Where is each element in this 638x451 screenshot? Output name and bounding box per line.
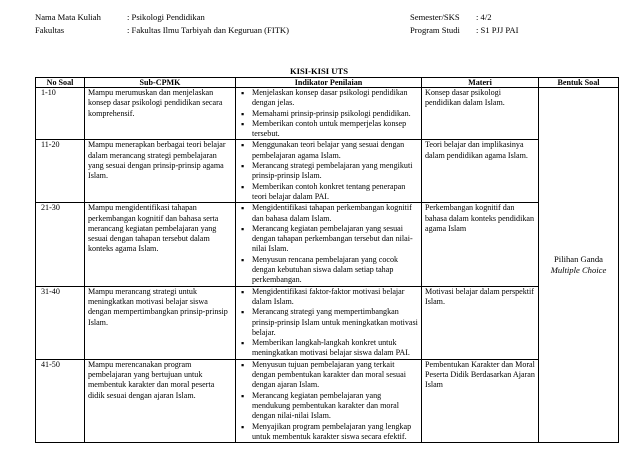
cell-sub-cpmk: Mampu merancang strategi untuk meningkatkan motivasi belajar siswa dengan mempertimbangkan prinsip-prinsip Islam.: [85, 286, 236, 359]
indikator-item: ▪ Merancang strategi pembelajaran yang mengikuti prinsip-prinsip Islam.: [252, 161, 418, 182]
indikator-item: ▪ Memberikan contoh konkret tentang penerapan teori belajar dalam PAI.: [252, 182, 418, 203]
value-fakultas: : Fakultas Ilmu Tarbiyah dan Keguruan (FITK): [127, 25, 290, 35]
indikator-item: ▪ Mengidentifikasi faktor-faktor motivasi belajar dalam Islam.: [252, 287, 418, 308]
table-header-row: [36, 78, 619, 88]
indikator-item: ▪ Menjelaskan konsep dasar psikologi pendidikan dengan jelas.: [252, 88, 418, 109]
indikator-item: ▪ Memberikan langkah-langkah konkret untuk meningkatkan motivasi belajar siswa dalam PAI.: [252, 338, 418, 359]
kisi-kisi-table: [35, 77, 619, 443]
indikator-item: ▪ Mengidentifikasi tahapan perkembangan kognitif dan bahasa dalam Islam.: [252, 203, 418, 224]
table-row: [36, 286, 619, 359]
table-row: [36, 203, 619, 286]
cell-sub-cpmk: Mampu merumuskan dan menjelaskan konsep dasar psikologi pendidikan secara komprehensif.: [85, 88, 236, 140]
cell-indikator: [236, 140, 422, 203]
column-header: Indikator Penilaian: [236, 78, 422, 88]
cell-sub-cpmk: Mampu mengidentifikasi tahapan perkembangan kognitif dan bahasa serta merancang kegiatan pembelajaran yang sesuai dengan tahapan tersebut dalam konteks agama Islam.: [85, 203, 236, 286]
indikator-item: ▪ Merancang kegiatan pembelajaran yang sesuai dengan tahapan perkembangan tersebut dan nilai-nilai Islam.: [252, 224, 418, 255]
cell-materi: Pembentukan Karakter dan Moral Peserta Didik Berdasarkan Ajaran Islam: [422, 359, 539, 442]
cell-bentuk-soal: [539, 88, 619, 443]
indikator-item: ▪ Merancang strategi yang mempertimbangkan prinsip-prinsip Islam untuk meningkatkan motivasi belajar.: [252, 307, 418, 338]
table-row: [36, 359, 619, 442]
cell-indikator: [236, 203, 422, 286]
bentuk-soal-text-english: Multiple Choice: [550, 265, 607, 276]
table-row: [36, 140, 619, 203]
value-nama-mata-kuliah: : Psikologi Pendidikan: [127, 12, 205, 22]
label-program-studi: Program Studi: [410, 25, 460, 35]
cell-indikator: [236, 88, 422, 140]
cell-materi: Teori belajar dan implikasinya dalam pendidikan agama Islam.: [422, 140, 539, 203]
column-header: Materi: [422, 78, 539, 88]
table-row: [36, 88, 619, 140]
column-header: No Soal: [36, 78, 85, 88]
indikator-item: ▪ Memberikan contoh untuk memperjelas konsep tersebut.: [252, 119, 418, 140]
cell-materi: Konsep dasar psikologi pendidikan dalam Islam.: [422, 88, 539, 140]
cell-no-soal: 41-50: [36, 359, 85, 442]
page-title: KISI-KISI UTS: [289, 66, 349, 76]
indikator-item: ▪ Merancang kegiatan pembelajaran yang mendukung pembentukan karakter dan moral dengan nilai-nilai Islam.: [252, 391, 418, 422]
indikator-item: ▪ Menyusun tujuan pembelajaran yang terkait dengan pembentukan karakter dan moral sesuai dengan ajaran Islam.: [252, 360, 418, 391]
indikator-item: ▪ Menggunakan teori belajar yang sesuai dengan pembelajaran agama Islam.: [252, 140, 418, 161]
value-program-studi: : S1 PJJ PAI: [476, 25, 519, 35]
cell-indikator: [236, 286, 422, 359]
column-header: Bentuk Soal: [539, 78, 619, 88]
cell-no-soal: 1-10: [36, 88, 85, 140]
value-semester-sks: : 4/2: [476, 12, 492, 22]
cell-no-soal: 31-40: [36, 286, 85, 359]
label-nama-mata-kuliah: Nama Mata Kuliah: [35, 12, 101, 22]
cell-sub-cpmk: Mampu merencanakan program pembelajaran yang bertujuan untuk membentuk karakter dan moral peserta didik sesuai dengan ajaran Islam.: [85, 359, 236, 442]
bentuk-soal-text: Pilihan Ganda: [554, 254, 603, 265]
column-header: Sub-CPMK: [85, 78, 236, 88]
indikator-item: ▪ Memahami prinsip-prinsip psikologi pendidikan.: [252, 109, 418, 119]
cell-indikator: [236, 359, 422, 442]
indikator-item: ▪ Menyajikan program pembelajaran yang lengkap untuk membentuk karakter siswa secara efektif.: [252, 422, 418, 443]
cell-sub-cpmk: Mampu menerapkan berbagai teori belajar dalam merancang strategi pembelajaran yang sesuai dengan prinsip-prinsip agama Islam.: [85, 140, 236, 203]
label-semester-sks: Semester/SKS: [410, 12, 460, 22]
cell-no-soal: 21-30: [36, 203, 85, 286]
cell-materi: Perkembangan kognitif dan bahasa dalam konteks pendidikan agama Islam: [422, 203, 539, 286]
cell-materi: Motivasi belajar dalam perspektif Islam.: [422, 286, 539, 359]
indikator-item: ▪ Menyusun rencana pembelajaran yang cocok dengan kebutuhan siswa dalam setiap tahap perkembangan.: [252, 255, 418, 286]
cell-no-soal: 11-20: [36, 140, 85, 203]
label-fakultas: Fakultas: [35, 25, 65, 35]
